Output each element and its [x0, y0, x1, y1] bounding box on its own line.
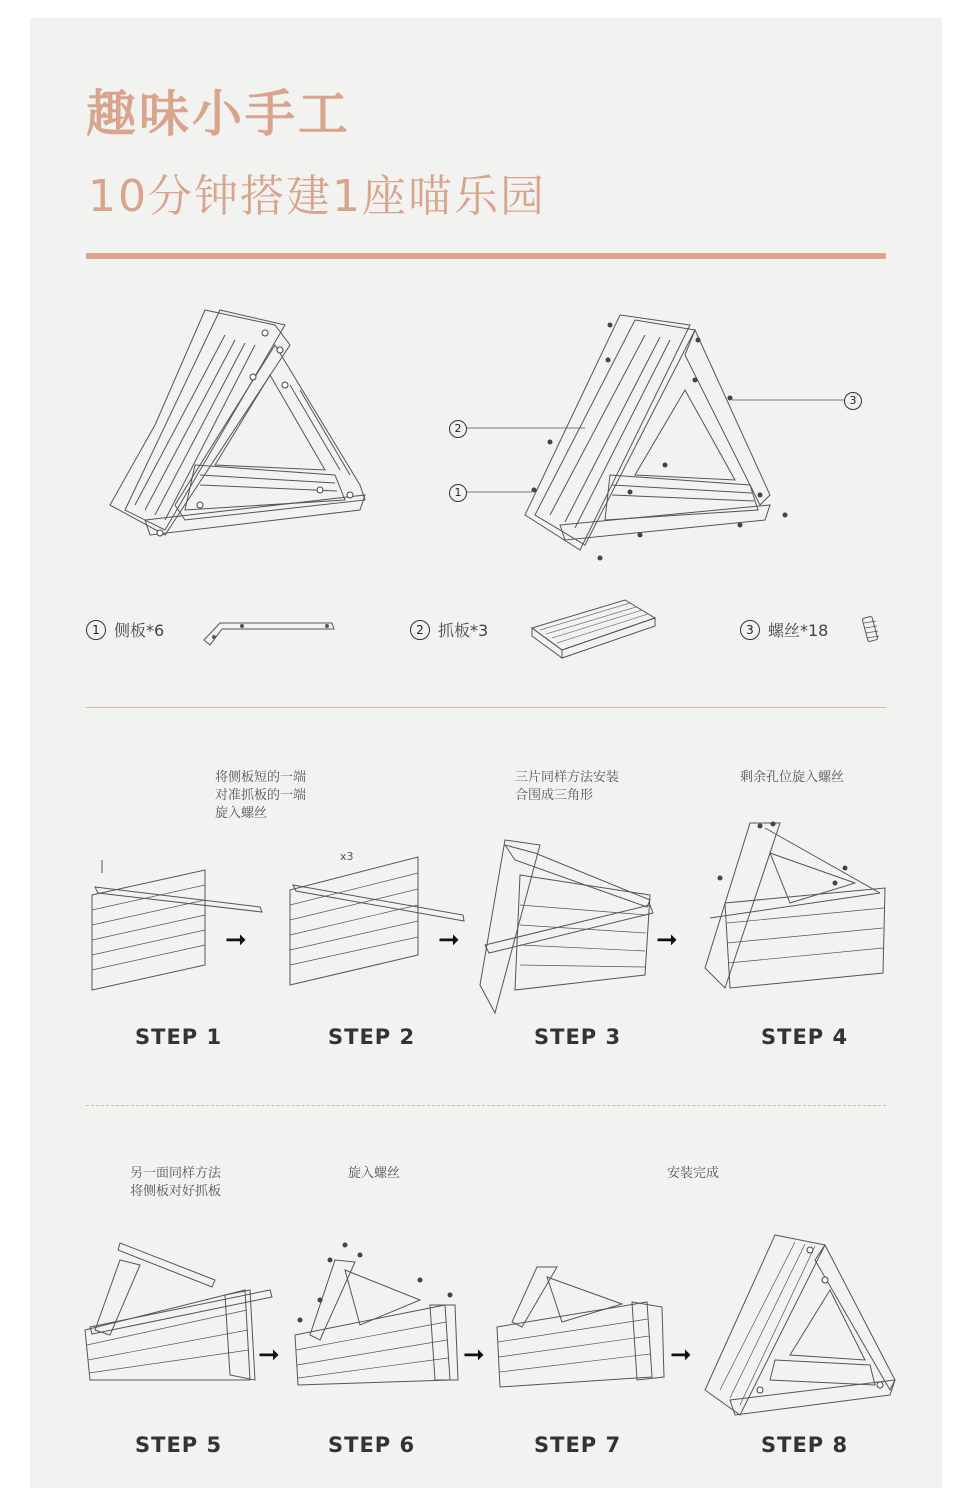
page-title: 趣味小手工 [86, 85, 351, 143]
step-label: STEP 5 [135, 1433, 223, 1457]
step-label: STEP 2 [328, 1025, 416, 1049]
step-label: STEP 4 [761, 1025, 849, 1049]
step-label: STEP 8 [761, 1433, 849, 1457]
section-dashed-divider [86, 1105, 886, 1106]
side-panel-icon [202, 615, 337, 647]
part-label: 螺丝*18 [768, 621, 829, 640]
step6-note: 旋入螺丝 [348, 1166, 401, 1181]
part-scratch-board [410, 618, 488, 641]
step2-illustration [288, 855, 468, 990]
part-label: 侧板*6 [114, 621, 165, 640]
step4-illustration [695, 818, 890, 998]
step-label: STEP 7 [534, 1433, 622, 1457]
step5-note: 另一面同样方法 将侧板对好抓板 [130, 1166, 222, 1199]
step4-note: 剩余孔位旋入螺丝 [740, 770, 845, 785]
part-number: 1 [86, 620, 106, 640]
step8-note: 安装完成 [667, 1166, 720, 1181]
step8-illustration [700, 1230, 900, 1420]
step5-illustration [80, 1235, 275, 1385]
step-arrow: ➞ [463, 1340, 485, 1370]
step3-note: 三片同样方法安装 合围成三角形 [515, 770, 620, 803]
scratch-board-icon [530, 598, 660, 660]
step3-illustration [475, 835, 655, 1015]
step-arrow: ➞ [656, 925, 678, 955]
callout-3: 3 [844, 392, 862, 410]
step1-note: 将侧板短的一端 对准抓板的一端 旋入螺丝 [215, 770, 307, 821]
assembled-illustration [105, 305, 375, 550]
step-arrow: ➞ [225, 925, 247, 955]
exploded-illustration [520, 310, 800, 565]
screw-icon [860, 615, 882, 645]
step-label: STEP 1 [135, 1025, 223, 1049]
part-label: 抓板*3 [438, 621, 489, 640]
page-subtitle: 10分钟搭建1座喵乐园 [88, 171, 546, 222]
callout-2: 2 [449, 420, 467, 438]
step-label: STEP 3 [534, 1025, 622, 1049]
header-divider [86, 253, 886, 259]
step-arrow: ➞ [438, 925, 460, 955]
step6-illustration [290, 1240, 460, 1390]
part-number: 3 [740, 620, 760, 640]
step7-illustration [492, 1262, 670, 1392]
step-arrow: ➞ [258, 1340, 280, 1370]
part-side-panel [86, 618, 164, 641]
step-arrow: ➞ [670, 1340, 692, 1370]
callout-1: 1 [449, 484, 467, 502]
step-label: STEP 6 [328, 1433, 416, 1457]
part-number: 2 [410, 620, 430, 640]
quantity-label: x3 [340, 850, 354, 863]
part-screws [740, 618, 828, 641]
section-divider [86, 707, 886, 708]
